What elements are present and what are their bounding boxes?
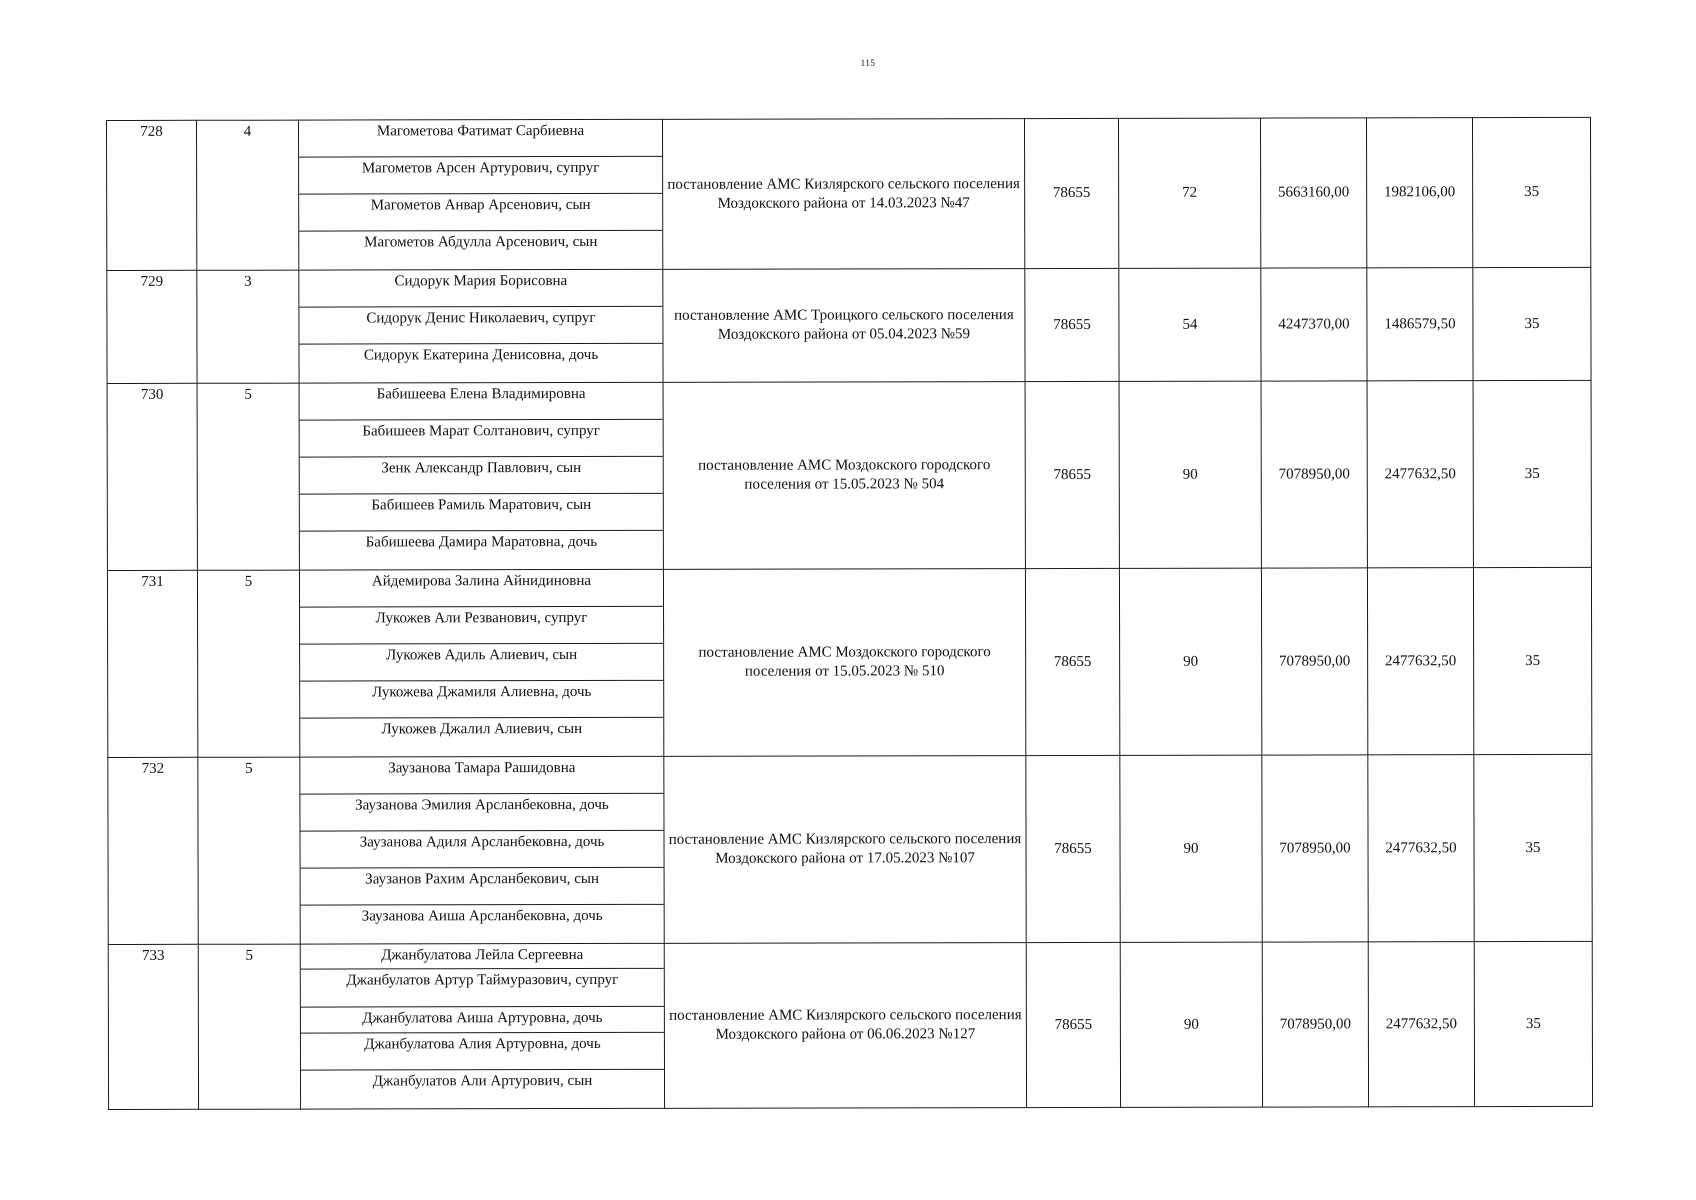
family-members — [300, 943, 664, 1109]
table-row — [107, 567, 1591, 757]
subsidy-amount: 2477632,50 — [1368, 755, 1474, 942]
family-member: Магометов Арсен Артурович, супруг — [299, 157, 662, 195]
family-count: 5 — [198, 757, 300, 944]
family-member: Джанбулатов Али Артурович, сын — [372, 1072, 593, 1090]
family-members — [299, 269, 663, 383]
area-value: 54 — [1119, 268, 1261, 381]
family-member: Джанбулатова Лейла Сергеевна — [301, 944, 664, 970]
area-value: 72 — [1118, 118, 1260, 268]
table-row — [107, 267, 1591, 383]
area-value: 90 — [1119, 568, 1261, 755]
decree-text: постановление АМС Кизлярского сельского поселения Моздокского района от 14.03.2023 №47 — [662, 119, 1024, 270]
page-number: 115 — [860, 58, 876, 68]
family-member: Лукожев Джалил Алиевич, сын — [381, 721, 583, 738]
decree-text: постановление АМС Моздокского городского поселения от 15.05.2023 № 504 — [663, 382, 1025, 570]
percent-value: 35 — [1474, 754, 1592, 941]
family-member: Бабишеев Рамиль Маратович, сын — [300, 494, 663, 532]
subsidy-amount: 1982106,00 — [1366, 118, 1472, 268]
family-member: Сидорук Мария Борисовна — [299, 270, 662, 308]
percent-value: 35 — [1473, 567, 1591, 754]
area-value: 90 — [1120, 942, 1262, 1107]
table-row — [107, 117, 1591, 270]
total-cost: 7078950,00 — [1262, 942, 1368, 1107]
family-member: Бабишеев Марат Солтанович, супруг — [300, 420, 663, 458]
family-member: Магометова Фатимат Сарбиевна — [299, 120, 662, 158]
norm-cost: 78655 — [1024, 118, 1118, 268]
family-count: 3 — [197, 270, 299, 383]
family-member: Джанбулатов Артур Таймуразович, супруг — [301, 969, 664, 1008]
family-member: Джанбулатова Алия Артуровна, дочь — [301, 1033, 664, 1071]
family-member: Бабишеева Елена Владимировна — [300, 383, 663, 421]
family-count: 5 — [198, 944, 300, 1109]
table-row — [108, 754, 1592, 944]
percent-value: 35 — [1474, 941, 1592, 1106]
family-members — [299, 569, 663, 757]
norm-cost: 78655 — [1026, 755, 1120, 942]
area-value: 90 — [1120, 755, 1262, 942]
norm-cost: 78655 — [1025, 381, 1119, 568]
family-member: Лукожева Джамиля Алиевна, дочь — [300, 681, 663, 719]
family-count: 5 — [197, 383, 299, 570]
family-member: Бабишеева Дамира Маратовна, дочь — [365, 533, 598, 551]
family-member: Заузанова Адиля Арсланбековна, дочь — [300, 831, 663, 869]
total-cost: 4247370,00 — [1261, 268, 1367, 381]
registry-table — [106, 117, 1593, 1110]
percent-value: 35 — [1472, 117, 1590, 267]
row-index: 731 — [107, 570, 197, 757]
subsidy-amount: 2477632,50 — [1367, 381, 1473, 568]
total-cost: 7078950,00 — [1261, 381, 1367, 568]
family-member: Заузанова Тамара Рашидовна — [300, 757, 663, 795]
decree-text: постановление АМС Кизлярского сельского поселения Моздокского района от 06.06.2023 №127 — [664, 943, 1026, 1109]
family-member: Заузанов Рахим Арсланбекович, сын — [301, 868, 664, 906]
family-member: Магометов Анвар Арсенович, сын — [299, 194, 662, 232]
row-index: 733 — [108, 944, 198, 1109]
family-count: 4 — [197, 120, 299, 270]
row-index: 732 — [108, 757, 198, 944]
decree-text: постановление АМС Троицкого сельского поселения Моздокского района от 05.04.2023 №59 — [663, 269, 1025, 383]
family-count: 5 — [197, 570, 299, 757]
total-cost: 5663160,00 — [1260, 118, 1366, 268]
subsidy-amount: 1486579,50 — [1367, 268, 1473, 381]
table-row — [108, 941, 1592, 1109]
family-member: Айдемирова Залина Айнидиновна — [300, 570, 663, 608]
subsidy-amount: 2477632,50 — [1368, 942, 1474, 1107]
family-members — [299, 119, 663, 270]
subsidy-amount: 2477632,50 — [1367, 568, 1473, 755]
area-value: 90 — [1119, 381, 1261, 568]
family-member: Лукожев Али Резванович, супруг — [300, 607, 663, 645]
decree-text: постановление АМС Кизлярского сельского поселения Моздокского района от 17.05.2023 №107 — [664, 756, 1026, 944]
row-index: 728 — [107, 120, 197, 270]
family-member: Заузанова Эмилия Арсланбековна, дочь — [300, 794, 663, 832]
row-index: 729 — [107, 270, 197, 383]
family-member: Сидорук Денис Николаевич, супруг — [299, 307, 662, 345]
row-index: 730 — [107, 383, 197, 570]
family-members — [299, 382, 663, 570]
family-member: Магометов Абдулла Арсенович, сын — [364, 233, 598, 251]
percent-value: 35 — [1473, 267, 1591, 380]
norm-cost: 78655 — [1026, 942, 1120, 1107]
family-members — [300, 756, 664, 944]
norm-cost: 78655 — [1025, 568, 1119, 755]
family-member: Сидорук Екатерина Денисовна, дочь — [363, 346, 599, 364]
table-row — [107, 380, 1591, 570]
percent-value: 35 — [1473, 380, 1591, 567]
family-member: Лукожев Адиль Алиевич, сын — [300, 644, 663, 682]
family-member: Заузанова Аиша Арсланбековна, дочь — [361, 907, 603, 925]
family-member: Зенк Александр Павлович, сын — [300, 457, 663, 495]
total-cost: 7078950,00 — [1262, 755, 1368, 942]
family-member: Джанбулатова Аиша Артуровна, дочь — [301, 1007, 664, 1034]
total-cost: 7078950,00 — [1261, 568, 1367, 755]
norm-cost: 78655 — [1025, 268, 1119, 381]
decree-text: постановление АМС Моздокского городского поселения от 15.05.2023 № 510 — [663, 569, 1025, 757]
